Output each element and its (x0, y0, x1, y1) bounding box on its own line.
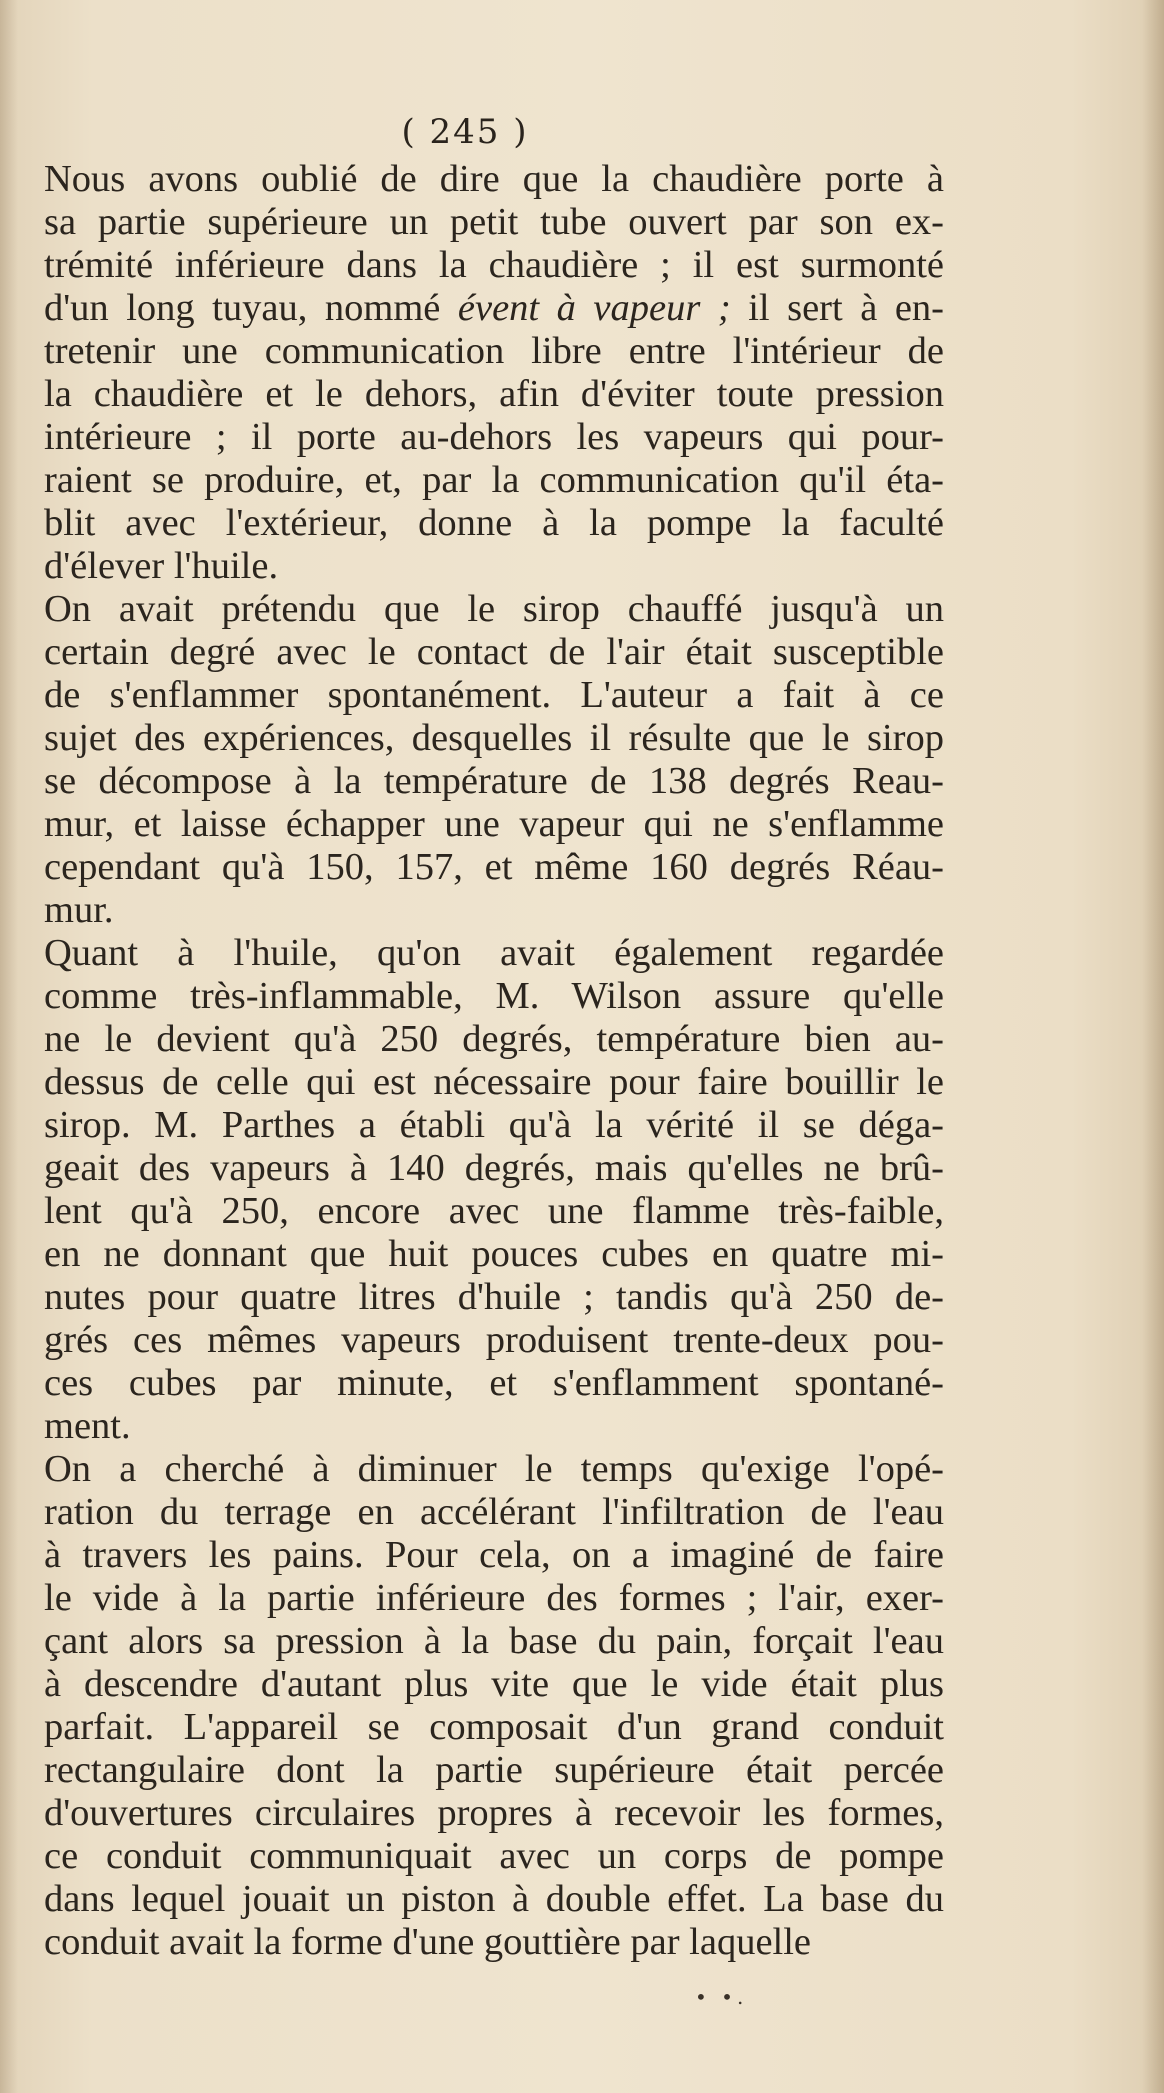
body-text (44, 158, 944, 1964)
spine-shadow (0, 0, 18, 2093)
text-line: ce conduit communiquait avec un corps de pompe (44, 1835, 944, 1877)
text-line: la chaudière et le dehors, afin d'éviter toute pression (44, 373, 944, 415)
text-line: mur. (44, 889, 114, 931)
page-number: ( 245 ) (401, 112, 529, 152)
text-line: ment. (44, 1405, 131, 1447)
text-line: en ne donnant que huit pouces cubes en quatre mi- (44, 1233, 944, 1275)
text-line: çant alors sa pression à la base du pain, forçait l'eau (44, 1620, 944, 1662)
text-line: rectangulaire dont la partie supérieure était percée (44, 1749, 944, 1791)
text-line: grés ces mêmes vapeurs produisent trente-deux pou- (44, 1319, 944, 1361)
text-line: de s'enflammer spontanément. L'auteur a fait à ce (44, 674, 944, 716)
text-line: Nous avons oublié de dire que la chaudière porte à (44, 158, 944, 200)
text-line: geait des vapeurs à 140 degrés, mais qu'elles ne brû- (44, 1147, 944, 1189)
signature-mark: • •. (695, 1985, 748, 2009)
text-line: intérieure ; il porte au-dehors les vapeurs qui pour- (44, 416, 944, 458)
text-line-end: il sert à en- (730, 287, 945, 329)
text-line: blit avec l'extérieur, donne à la pompe la faculté (44, 502, 944, 544)
text-line: comme très-inflammable, M. Wilson assure qu'elle (44, 975, 944, 1017)
text-line: se décompose à la température de 138 degrés Reau- (44, 760, 944, 802)
text-line: dessus de celle qui est nécessaire pour faire bouillir le (44, 1061, 944, 1103)
text-line (44, 287, 944, 330)
text-line: ne le devient qu'à 250 degrés, température bien au- (44, 1018, 944, 1060)
text-line: lent qu'à 250, encore avec une flamme très-faible, (44, 1190, 944, 1232)
paragraph (44, 588, 944, 932)
text-line: sirop. M. Parthes a établi qu'à la vérité il se déga- (44, 1104, 944, 1146)
text-line: tretenir une communication libre entre l'intérieur de (44, 330, 944, 372)
text-line: ces cubes par minute, et s'enflamment spontané- (44, 1362, 944, 1404)
text-line: cependant qu'à 150, 157, et même 160 degrés Réau- (44, 846, 944, 888)
page-edge-shadow (1142, 0, 1164, 2093)
text-line: d'ouvertures circulaires propres à recevoir les formes, (44, 1792, 944, 1834)
paragraph (44, 1448, 944, 1964)
text-line: mur, et laisse échapper une vapeur qui ne s'enflamme (44, 803, 944, 845)
text-line: sa partie supérieure un petit tube ouvert par son ex- (44, 201, 944, 243)
text-line: le vide à la partie inférieure des formes ; l'air, exer- (44, 1577, 944, 1619)
text-line: sujet des expériences, desquelles il résulte que le sirop (44, 717, 944, 759)
text-line-start: d'un long tuyau, nommé (44, 287, 458, 329)
text-line: Quant à l'huile, qu'on avait également regardée (44, 932, 944, 974)
text-line: On avait prétendu que le sirop chauffé jusqu'à un (44, 588, 944, 630)
text-line: On a cherché à diminuer le temps qu'exige l'opé- (44, 1448, 944, 1490)
text-line: parfait. L'appareil se composait d'un grand conduit (44, 1706, 944, 1748)
text-line: certain degré avec le contact de l'air était susceptible (44, 631, 944, 673)
text-line: d'élever l'huile. (44, 545, 279, 587)
italic-term: évent à vapeur ; (457, 287, 731, 329)
text-line: nutes pour quatre litres d'huile ; tandis qu'à 250 de- (44, 1276, 944, 1318)
text-line: trémité inférieure dans la chaudière ; il est surmonté (44, 244, 944, 286)
paragraph (44, 158, 944, 588)
text-line: raient se produire, et, par la communication qu'il éta- (44, 459, 944, 501)
paragraph (44, 932, 944, 1448)
text-line: conduit avait la forme d'une gouttière par laquelle (44, 1921, 812, 1963)
text-line: à travers les pains. Pour cela, on a imaginé de faire (44, 1534, 944, 1576)
text-line: dans lequel jouait un piston à double effet. La base du (44, 1878, 944, 1920)
text-line: ration du terrage en accélérant l'infiltration de l'eau (44, 1491, 944, 1533)
text-line: à descendre d'autant plus vite que le vide était plus (44, 1663, 944, 1705)
